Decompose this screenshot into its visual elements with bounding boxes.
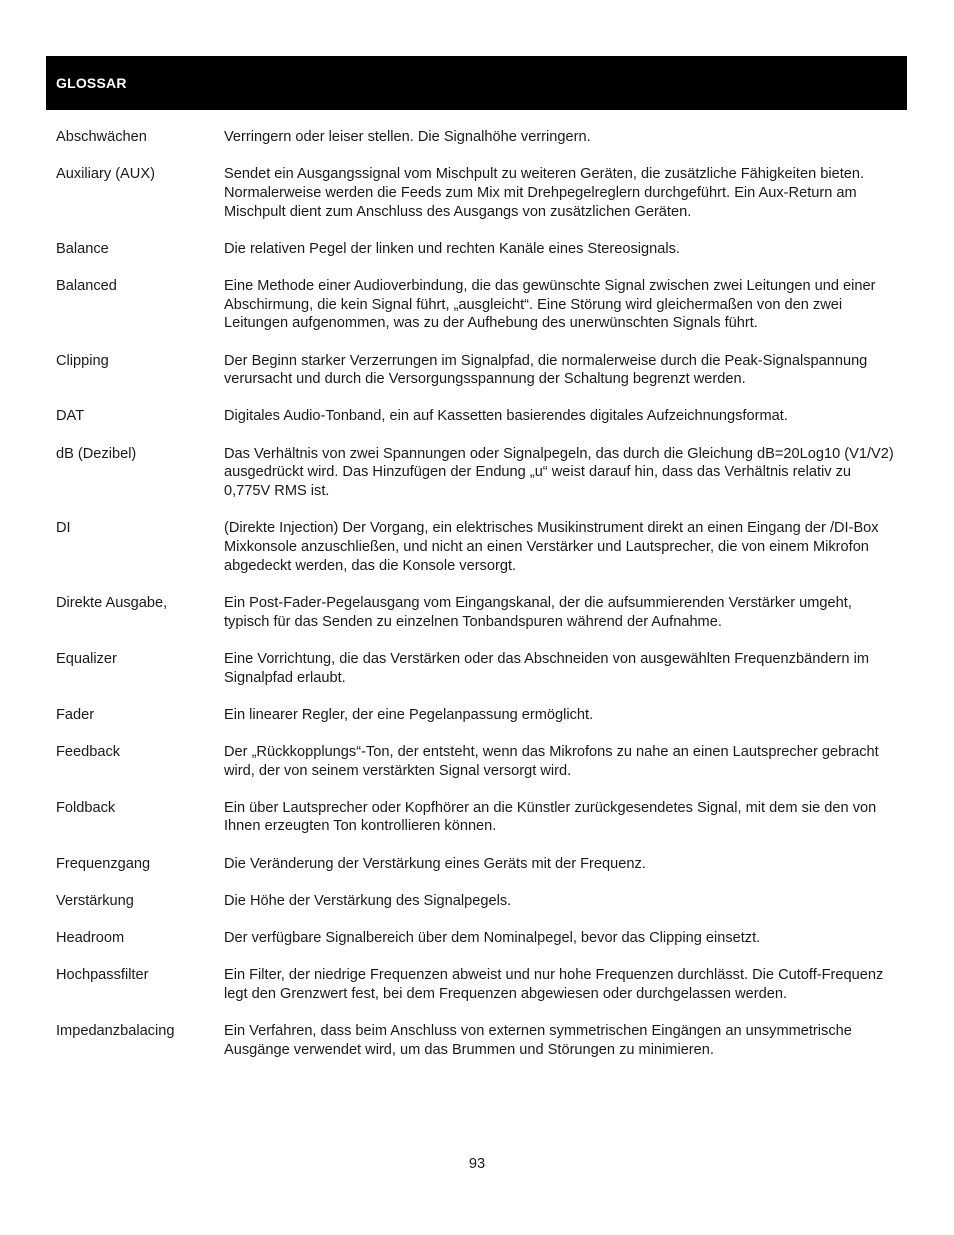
glossary-term: Fader [56, 706, 95, 723]
glossary-definition: Eine Vorrichtung, die das Verstärken oder das Abschneiden von ausgewählten Frequenzbändern im Signalpfad erlaubt. [224, 650, 869, 686]
glossary-definition: Ein über Lautsprecher oder Kopfhörer an die Künstler zurückgesendetes Signal, mit dem sie den von Ihnen erzeugten Ton kontrollieren können. [224, 799, 877, 835]
glossary-entry [56, 519, 901, 575]
glossary-term: DI [56, 520, 71, 537]
glossary-term: Foldback [56, 799, 116, 816]
glossary-entry [56, 799, 901, 837]
glossary-term: Hochpassfilter [56, 966, 149, 983]
glossary-term: dB (Dezibel) [56, 445, 137, 462]
glossary-term: Headroom [56, 929, 125, 946]
glossary-definition: Die relativen Pegel der linken und rechten Kanäle eines Stereosignals. [224, 240, 680, 257]
page-number: 93 [468, 1156, 486, 1172]
glossary-term: Feedback [56, 743, 121, 760]
glossary-definition: Die Veränderung der Verstärkung eines Geräts mit der Frequenz. [224, 855, 646, 872]
glossary-term: Equalizer [56, 650, 117, 667]
glossary-entry [56, 594, 901, 632]
glossary-definition: Ein Verfahren, dass beim Anschluss von externen symmetrischen Eingängen an unsymmetrische Ausgänge verwendet wird, um das Brummen und Störungen zu minimieren. [224, 1022, 852, 1058]
glossary-term: Clipping [56, 352, 109, 369]
glossary-header-bar [46, 56, 907, 110]
glossary-entry [56, 240, 901, 259]
glossary-definition: Ein Post-Fader-Pegelausgang vom Eingangskanal, der die aufsummierenden Verstärker umgeht, typisch für das Senden zu einzelnen Tonbandspuren während der Aufnahme. [224, 594, 852, 630]
glossary-definition: Ein linearer Regler, der eine Pegelanpassung ermöglicht. [224, 706, 594, 723]
glossary-entry [56, 1022, 901, 1060]
glossary-term: Impedanzbalacing [56, 1022, 175, 1039]
glossary-term: Auxiliary (AUX) [56, 166, 155, 183]
glossary-entry [56, 165, 901, 221]
glossary-entry [56, 706, 901, 725]
glossary-term: DAT [56, 408, 85, 425]
glossary-entry [56, 128, 901, 147]
glossary-definition: Das Verhältnis von zwei Spannungen oder Signalpegeln, das durch die Gleichung dB=20Log10 (V1/V2) ausgedrückt wird. Das Hinzufügen der Endung „u“ weist darauf hin, dass das Verhältnis relativ zu 0,775V RMS ist. [224, 445, 894, 500]
glossary-entry [56, 892, 901, 911]
glossary-definition: (Direkte Injection) Der Vorgang, ein elektrisches Musikinstrument direkt an einen Eingang der /DI-Box Mixkonsole anzuschließen, und nicht an einen Verstärker und Lautsprecher, die von einem Mikrofon abgedeckt werden, das die Konsole versorgt. [224, 520, 879, 574]
glossary-term: Verstärkung [56, 892, 134, 909]
glossary-entry [56, 445, 901, 501]
glossary-entry [56, 743, 901, 781]
glossary-term: Balanced [56, 277, 117, 294]
glossary-term: Direkte Ausgabe, [56, 594, 168, 611]
glossary-definition: Digitales Audio-Tonband, ein auf Kassetten basierendes digitales Aufzeichnungsformat. [224, 408, 788, 425]
glossary-entry [56, 352, 901, 390]
glossary-definition: Sendet ein Ausgangssignal vom Mischpult zu weiteren Geräten, die zusätzliche Fähigkeiten bieten. Normalerweise werden die Feeds zum Mix mit Drehpegelreglern durchgeführt. Ein Aux-Return am Mischpult dient zum Anschluss des Ausgangs von zusätzlichen Geräten. [224, 166, 865, 220]
glossary-definition: Die Höhe der Verstärkung des Signalpegels. [224, 892, 512, 909]
glossary-entry [56, 650, 901, 688]
glossary-entry [56, 966, 901, 1004]
glossary-definition: Verringern oder leiser stellen. Die Signalhöhe verringern. [224, 129, 591, 145]
glossary-term: Balance [56, 240, 109, 257]
glossary-entry [56, 929, 901, 948]
glossary-definition: Eine Methode einer Audioverbindung, die das gewünschte Signal zwischen zwei Leitungen und einer Abschirmung, die kein Signal führt, „ausgleicht“. Eine Störung wird gleichermaßen von den zwei Leitungen aufgenommen, was zu der Aufhebung des unerwünschten Signals führt. [224, 277, 876, 332]
glossary-entry [56, 407, 901, 426]
glossary-definition: Der „Rückkopplungs“-Ton, der entsteht, wenn das Mikrofons zu nahe an einen Lautsprecher gebracht wird, der von seinem verstärkten Signal versorgt wird. [224, 743, 879, 779]
glossary-term: Frequenzgang [56, 855, 151, 872]
glossary-entry [56, 277, 901, 333]
glossary-definition: Der verfügbare Signalbereich über dem Nominalpegel, bevor das Clipping einsetzt. [224, 929, 761, 946]
glossary-definition: Ein Filter, der niedrige Frequenzen abweist und nur hohe Frequenzen durchlässt. Die Cutoff-Frequenz legt den Grenzwert fest, bei dem Frequenzen abgewiesen oder durchgelassen werden. [224, 966, 884, 1002]
glossary-definition: Der Beginn starker Verzerrungen im Signalpfad, die normalerweise durch die Peak-Signalspannung verursacht und durch die Versorgungsspannung der Schaltung begrenzt werden. [224, 352, 868, 388]
page-title: GLOSSAR [56, 75, 127, 91]
glossary-entry [56, 855, 901, 874]
glossary-term: Abschwächen [56, 129, 147, 145]
glossary-list [56, 128, 901, 1078]
